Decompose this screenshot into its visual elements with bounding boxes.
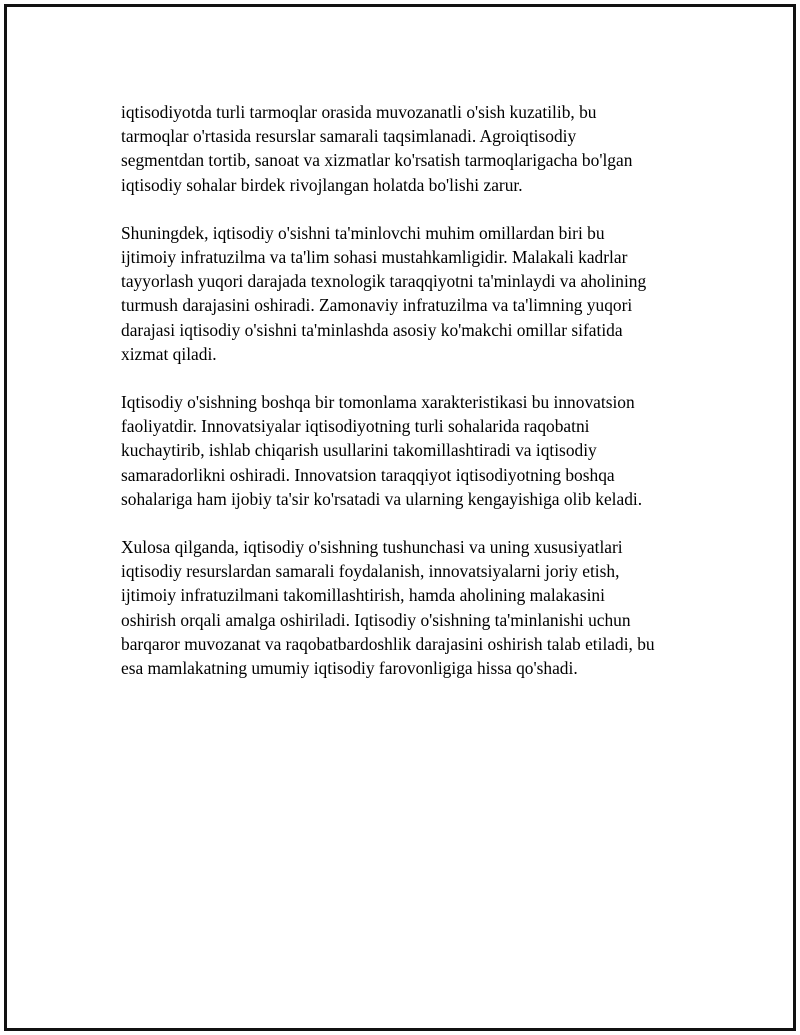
- paragraph-2: [121, 221, 711, 366]
- page-frame: [4, 4, 796, 1031]
- text-line: darajasi iqtisodiy o'sishni ta'minlashda asosiy ko'makchi omillar sifatida: [121, 319, 623, 340]
- text-line: tarmoqlar o'rtasida resurslar samarali taqsimlanadi. Agroiqtisodiy: [121, 126, 577, 147]
- text-line: ijtimoiy infratuzilma va ta'lim sohasi mustahkamligidir. Malakali kadrlar: [121, 247, 628, 268]
- text-line: sohalariga ham ijobiy ta'sir ko'rsatadi va ularning kengayishiga olib keladi.: [121, 488, 643, 509]
- text-line: segmentdan tortib, sanoat va xizmatlar ko'rsatish tarmoqlarigacha bo'lgan: [121, 150, 633, 171]
- text-line: kuchaytirib, ishlab chiqarish usullarini takomillashtiradi va iqtisodiy: [121, 440, 597, 461]
- text-line: turmush darajasini oshiradi. Zamonaviy infratuzilma va ta'limning yuqori: [121, 295, 633, 316]
- paragraph-3: [121, 390, 711, 511]
- text-line: Iqtisodiy o'sishning boshqa bir tomonlama xarakteristikasi bu innovatsion: [121, 392, 635, 413]
- text-line: oshirish orqali amalga oshiriladi. Iqtisodiy o'sishning ta'minlanishi uchun: [121, 609, 631, 630]
- text-line: barqaror muvozanat va raqobatbardoshlik darajasini oshirish talab etiladi, bu: [121, 633, 655, 654]
- text-line: faoliyatdir. Innovatsiyalar iqtisodiyotning turli sohalarida raqobatni: [121, 416, 590, 437]
- text-line: iqtisodiy sohalar birdek rivojlangan holatda bo'lishi zarur.: [121, 174, 523, 195]
- text-line: Shuningdek, iqtisodiy o'sishni ta'minlovchi muhim omillardan biri bu: [121, 222, 605, 243]
- text-line: xizmat qiladi.: [121, 343, 217, 364]
- paragraph-1: [121, 100, 711, 197]
- text-line: ijtimoiy infratuzilmani takomillashtirish, hamda aholining malakasini: [121, 585, 605, 606]
- text-line: esa mamlakatning umumiy iqtisodiy farovonligiga hissa qo'shadi.: [121, 658, 578, 679]
- text-line: tayyorlash yuqori darajada texnologik taraqqiyotni ta'minlaydi va aholining: [121, 271, 647, 292]
- text-line: iqtisodiyotda turli tarmoqlar orasida muvozanatli o'sish kuzatilib, bu: [121, 102, 597, 122]
- document-body: [121, 100, 711, 680]
- text-line: Xulosa qilganda, iqtisodiy o'sishning tushunchasi va uning xususiyatlari: [121, 537, 623, 558]
- paragraph-4: [121, 535, 711, 680]
- text-line: iqtisodiy resurslardan samarali foydalanish, innovatsiyalarni joriy etish,: [121, 561, 620, 582]
- text-line: samaradorlikni oshiradi. Innovatsion taraqqiyot iqtisodiyotning boshqa: [121, 464, 615, 485]
